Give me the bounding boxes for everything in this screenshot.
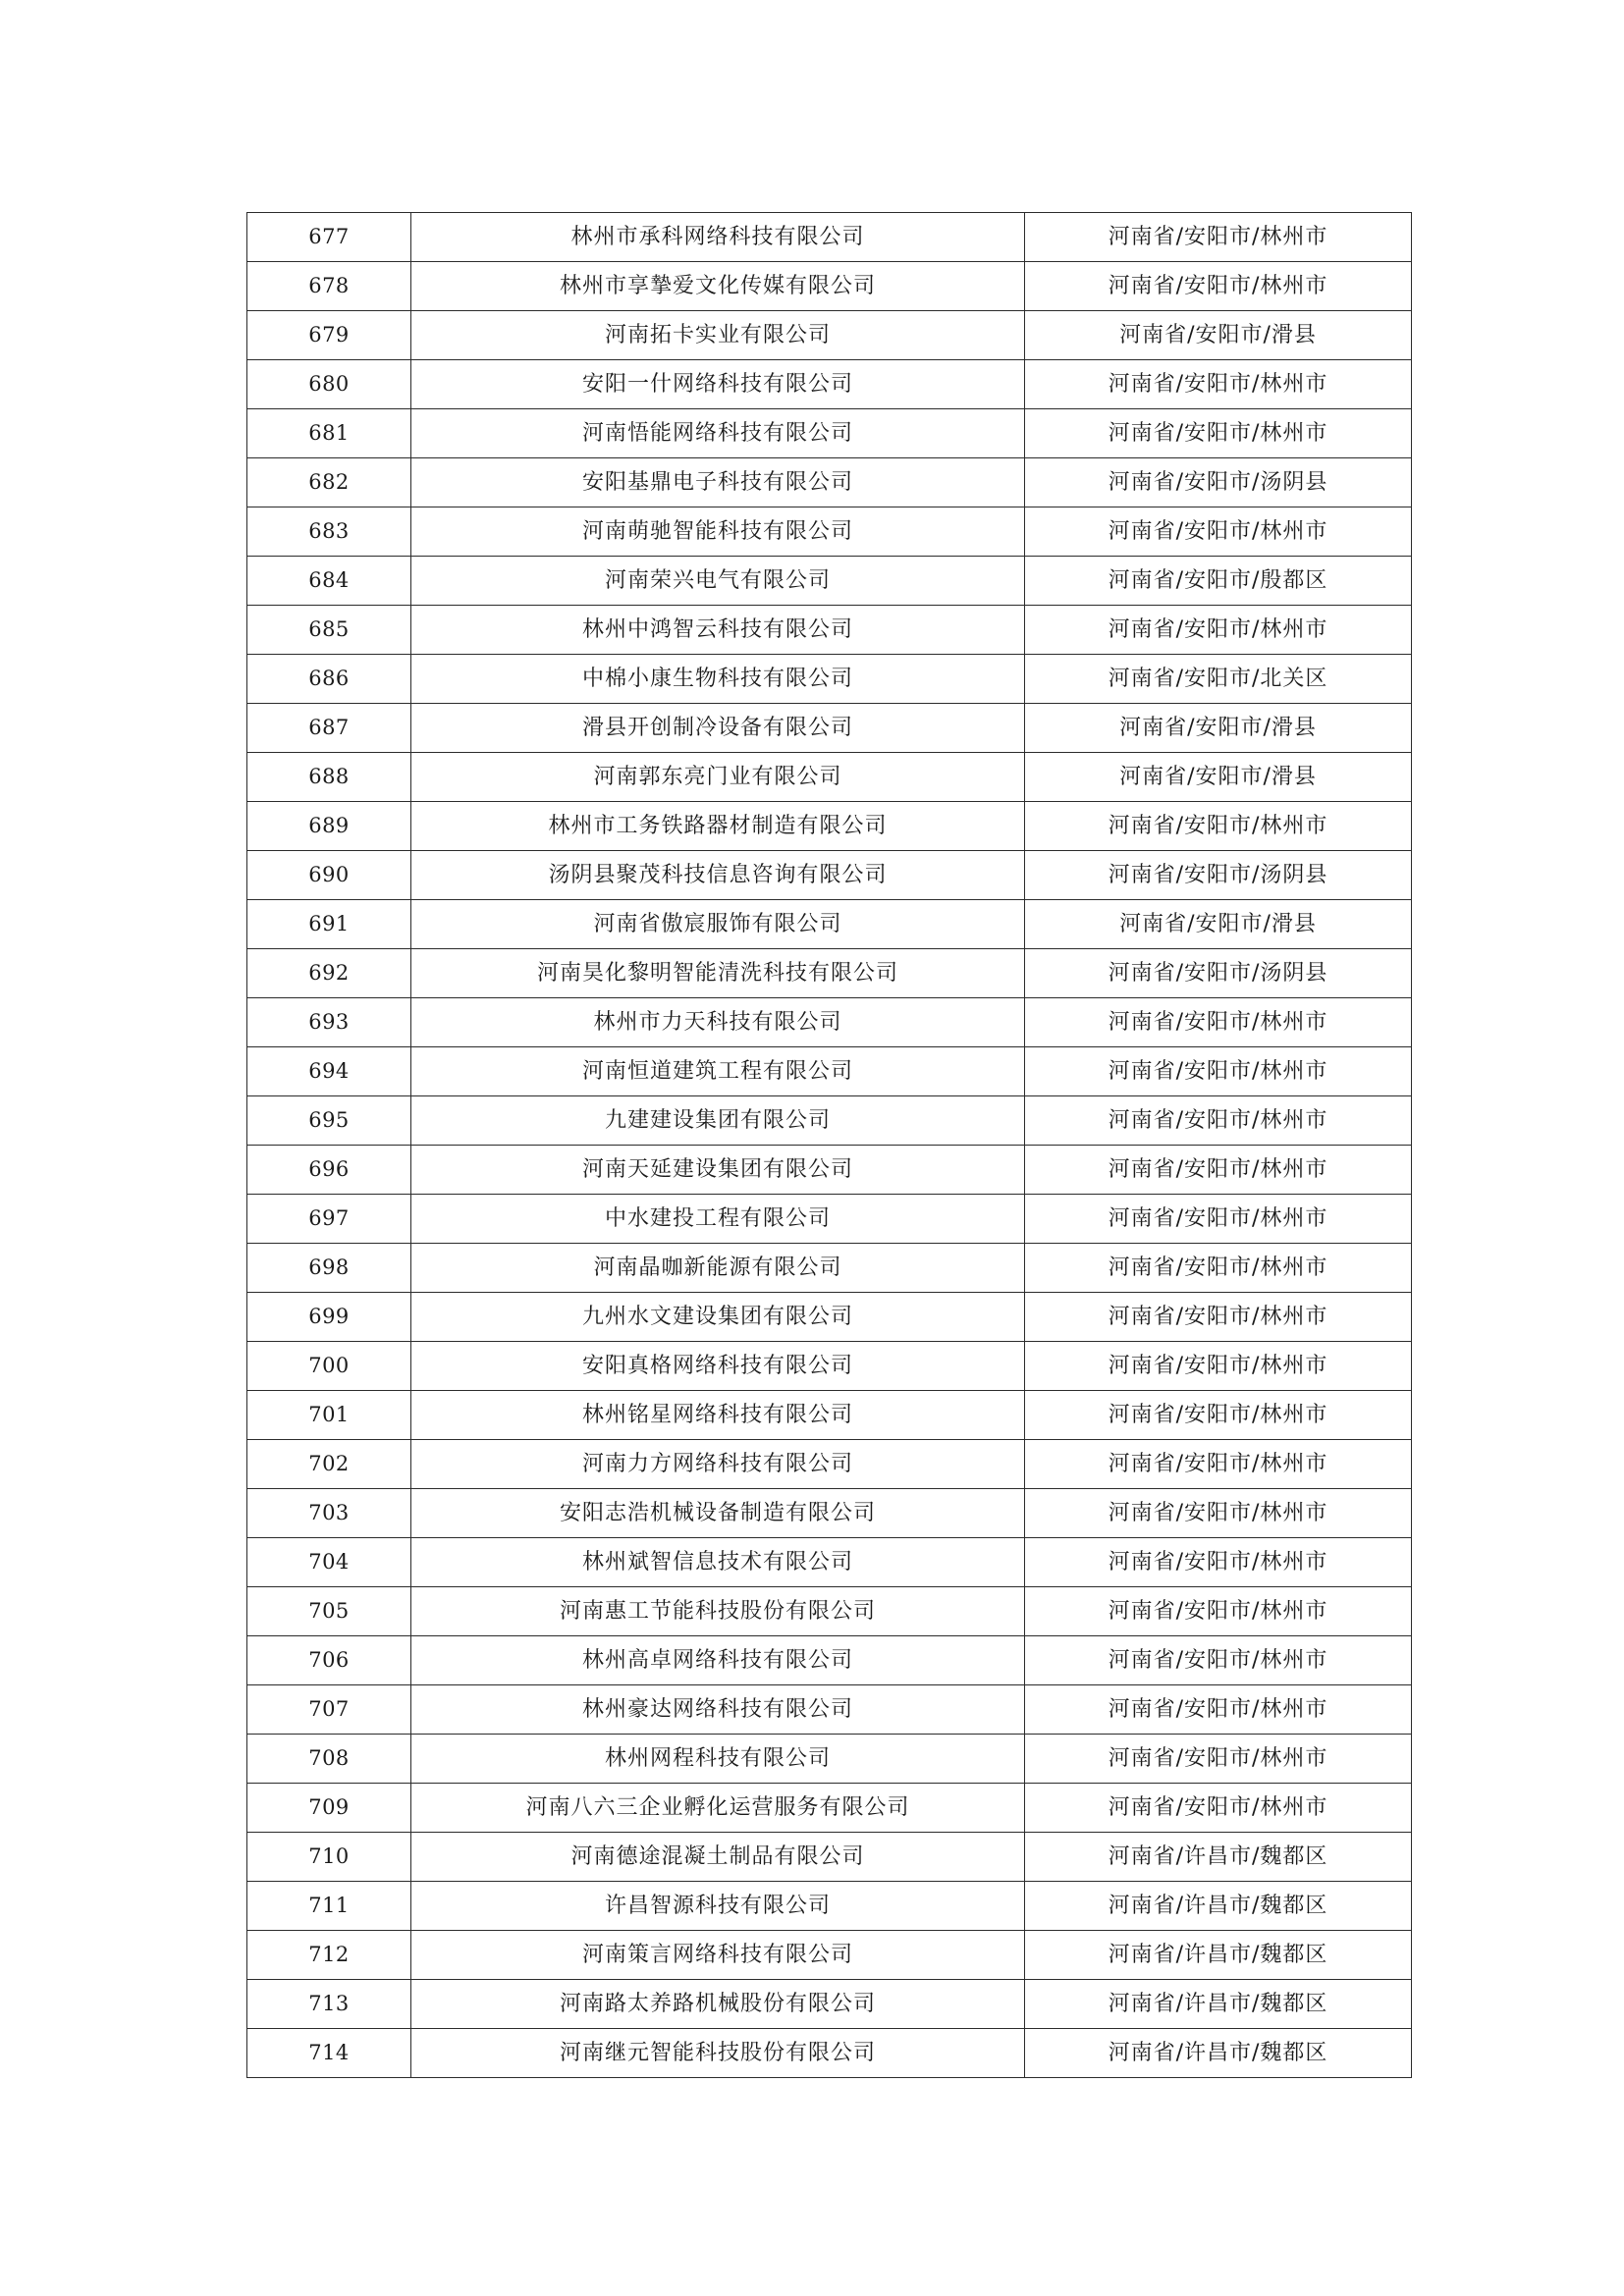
- table-row: [247, 557, 1412, 606]
- region-cell: 河南省/安阳市/林州市: [1025, 1047, 1412, 1096]
- table-row: [247, 655, 1412, 704]
- company-name-cell: 林州市工务铁路器材制造有限公司: [411, 802, 1025, 851]
- region-cell: 河南省/安阳市/北关区: [1025, 655, 1412, 704]
- row-number-cell: 696: [247, 1146, 411, 1195]
- row-number-cell: 688: [247, 753, 411, 802]
- region-cell: 河南省/安阳市/殷都区: [1025, 557, 1412, 606]
- region-cell: 河南省/安阳市/林州市: [1025, 802, 1412, 851]
- table-row: [247, 1882, 1412, 1931]
- region-cell: 河南省/安阳市/滑县: [1025, 311, 1412, 360]
- company-name-cell: 九建建设集团有限公司: [411, 1096, 1025, 1146]
- row-number-cell: 711: [247, 1882, 411, 1931]
- table-row: [247, 704, 1412, 753]
- region-cell: 河南省/安阳市/林州市: [1025, 262, 1412, 311]
- table-row: [247, 1833, 1412, 1882]
- table-row: [247, 1096, 1412, 1146]
- table-row: [247, 802, 1412, 851]
- table-row: [247, 1440, 1412, 1489]
- row-number-cell: 705: [247, 1587, 411, 1636]
- row-number-cell: 683: [247, 507, 411, 557]
- table-row: [247, 262, 1412, 311]
- table-row: [247, 1636, 1412, 1685]
- table-row: [247, 900, 1412, 949]
- row-number-cell: 695: [247, 1096, 411, 1146]
- company-name-cell: 林州豪达网络科技有限公司: [411, 1685, 1025, 1735]
- region-cell: 河南省/安阳市/林州市: [1025, 360, 1412, 409]
- company-name-cell: 林州斌智信息技术有限公司: [411, 1538, 1025, 1587]
- region-cell: 河南省/安阳市/汤阴县: [1025, 458, 1412, 507]
- company-name-cell: 河南德途混凝土制品有限公司: [411, 1833, 1025, 1882]
- company-name-cell: 安阳志浩机械设备制造有限公司: [411, 1489, 1025, 1538]
- row-number-cell: 699: [247, 1293, 411, 1342]
- row-number-cell: 677: [247, 213, 411, 262]
- region-cell: 河南省/安阳市/汤阴县: [1025, 949, 1412, 998]
- region-cell: 河南省/安阳市/林州市: [1025, 1342, 1412, 1391]
- row-number-cell: 686: [247, 655, 411, 704]
- company-name-cell: 滑县开创制冷设备有限公司: [411, 704, 1025, 753]
- region-cell: 河南省/许昌市/魏都区: [1025, 1833, 1412, 1882]
- table-row: [247, 1587, 1412, 1636]
- table-row: [247, 851, 1412, 900]
- row-number-cell: 689: [247, 802, 411, 851]
- table-row: [247, 1293, 1412, 1342]
- region-cell: 河南省/安阳市/滑县: [1025, 753, 1412, 802]
- company-name-cell: 河南恒道建筑工程有限公司: [411, 1047, 1025, 1096]
- table-row: [247, 213, 1412, 262]
- row-number-cell: 692: [247, 949, 411, 998]
- row-number-cell: 693: [247, 998, 411, 1047]
- company-name-cell: 河南八六三企业孵化运营服务有限公司: [411, 1784, 1025, 1833]
- table-row: [247, 1244, 1412, 1293]
- table-row: [247, 1195, 1412, 1244]
- row-number-cell: 681: [247, 409, 411, 458]
- region-cell: 河南省/安阳市/林州市: [1025, 606, 1412, 655]
- table-row: [247, 1735, 1412, 1784]
- table-row: [247, 1489, 1412, 1538]
- region-cell: 河南省/安阳市/林州市: [1025, 1195, 1412, 1244]
- row-number-cell: 714: [247, 2029, 411, 2078]
- row-number-cell: 691: [247, 900, 411, 949]
- region-cell: 河南省/安阳市/林州市: [1025, 1636, 1412, 1685]
- row-number-cell: 694: [247, 1047, 411, 1096]
- region-cell: 河南省/安阳市/林州市: [1025, 1096, 1412, 1146]
- table-row: [247, 1538, 1412, 1587]
- row-number-cell: 709: [247, 1784, 411, 1833]
- region-cell: 河南省/安阳市/林州市: [1025, 1735, 1412, 1784]
- region-cell: 河南省/许昌市/魏都区: [1025, 1882, 1412, 1931]
- region-cell: 河南省/许昌市/魏都区: [1025, 2029, 1412, 2078]
- table-row: [247, 360, 1412, 409]
- company-name-cell: 林州市承科网络科技有限公司: [411, 213, 1025, 262]
- company-name-cell: 林州铭星网络科技有限公司: [411, 1391, 1025, 1440]
- row-number-cell: 680: [247, 360, 411, 409]
- company-name-cell: 河南路太养路机械股份有限公司: [411, 1980, 1025, 2029]
- company-name-cell: 河南天延建设集团有限公司: [411, 1146, 1025, 1195]
- region-cell: 河南省/安阳市/林州市: [1025, 1489, 1412, 1538]
- region-cell: 河南省/安阳市/林州市: [1025, 1685, 1412, 1735]
- row-number-cell: 700: [247, 1342, 411, 1391]
- table-row: [247, 753, 1412, 802]
- table-row: [247, 1931, 1412, 1980]
- table-row: [247, 507, 1412, 557]
- company-name-cell: 中水建投工程有限公司: [411, 1195, 1025, 1244]
- table-row: [247, 311, 1412, 360]
- company-name-cell: 河南昊化黎明智能清洗科技有限公司: [411, 949, 1025, 998]
- row-number-cell: 702: [247, 1440, 411, 1489]
- row-number-cell: 690: [247, 851, 411, 900]
- row-number-cell: 701: [247, 1391, 411, 1440]
- company-name-cell: 林州中鸿智云科技有限公司: [411, 606, 1025, 655]
- company-name-cell: 中棉小康生物科技有限公司: [411, 655, 1025, 704]
- region-cell: 河南省/安阳市/林州市: [1025, 409, 1412, 458]
- table-row: [247, 998, 1412, 1047]
- company-name-cell: 林州市力天科技有限公司: [411, 998, 1025, 1047]
- row-number-cell: 703: [247, 1489, 411, 1538]
- row-number-cell: 710: [247, 1833, 411, 1882]
- region-cell: 河南省/安阳市/林州市: [1025, 507, 1412, 557]
- table-row: [247, 458, 1412, 507]
- row-number-cell: 687: [247, 704, 411, 753]
- company-list-table: [246, 212, 1412, 2078]
- region-cell: 河南省/安阳市/林州市: [1025, 1146, 1412, 1195]
- company-name-cell: 河南荣兴电气有限公司: [411, 557, 1025, 606]
- region-cell: 河南省/安阳市/林州市: [1025, 213, 1412, 262]
- company-name-cell: 许昌智源科技有限公司: [411, 1882, 1025, 1931]
- company-name-cell: 河南省傲宸服饰有限公司: [411, 900, 1025, 949]
- region-cell: 河南省/安阳市/林州市: [1025, 998, 1412, 1047]
- row-number-cell: 678: [247, 262, 411, 311]
- row-number-cell: 707: [247, 1685, 411, 1735]
- table-row: [247, 2029, 1412, 2078]
- table-row: [247, 949, 1412, 998]
- company-name-cell: 安阳基鼎电子科技有限公司: [411, 458, 1025, 507]
- company-name-cell: 汤阴县聚茂科技信息咨询有限公司: [411, 851, 1025, 900]
- table-row: [247, 1784, 1412, 1833]
- row-number-cell: 712: [247, 1931, 411, 1980]
- row-number-cell: 704: [247, 1538, 411, 1587]
- region-cell: 河南省/安阳市/林州市: [1025, 1244, 1412, 1293]
- region-cell: 河南省/安阳市/林州市: [1025, 1587, 1412, 1636]
- company-name-cell: 河南晶咖新能源有限公司: [411, 1244, 1025, 1293]
- company-name-cell: 河南策言网络科技有限公司: [411, 1931, 1025, 1980]
- region-cell: 河南省/安阳市/林州市: [1025, 1391, 1412, 1440]
- row-number-cell: 685: [247, 606, 411, 655]
- region-cell: 河南省/安阳市/林州市: [1025, 1538, 1412, 1587]
- company-name-cell: 河南悟能网络科技有限公司: [411, 409, 1025, 458]
- region-cell: 河南省/安阳市/汤阴县: [1025, 851, 1412, 900]
- region-cell: 河南省/安阳市/滑县: [1025, 704, 1412, 753]
- company-name-cell: 河南拓卡实业有限公司: [411, 311, 1025, 360]
- region-cell: 河南省/安阳市/林州市: [1025, 1784, 1412, 1833]
- table-row: [247, 1342, 1412, 1391]
- company-name-cell: 安阳一什网络科技有限公司: [411, 360, 1025, 409]
- region-cell: 河南省/许昌市/魏都区: [1025, 1980, 1412, 2029]
- table-row: [247, 606, 1412, 655]
- company-name-cell: 河南郭东亮门业有限公司: [411, 753, 1025, 802]
- row-number-cell: 697: [247, 1195, 411, 1244]
- table-row: [247, 1685, 1412, 1735]
- company-name-cell: 河南惠工节能科技股份有限公司: [411, 1587, 1025, 1636]
- company-name-cell: 林州网程科技有限公司: [411, 1735, 1025, 1784]
- region-cell: 河南省/安阳市/林州市: [1025, 1293, 1412, 1342]
- row-number-cell: 713: [247, 1980, 411, 2029]
- region-cell: 河南省/安阳市/林州市: [1025, 1440, 1412, 1489]
- region-cell: 河南省/安阳市/滑县: [1025, 900, 1412, 949]
- table-row: [247, 1391, 1412, 1440]
- row-number-cell: 682: [247, 458, 411, 507]
- company-name-cell: 河南继元智能科技股份有限公司: [411, 2029, 1025, 2078]
- table-row: [247, 1146, 1412, 1195]
- company-name-cell: 林州市享摯爱文化传媒有限公司: [411, 262, 1025, 311]
- company-list-body: [247, 213, 1412, 2078]
- company-name-cell: 河南力方网络科技有限公司: [411, 1440, 1025, 1489]
- company-name-cell: 河南萌驰智能科技有限公司: [411, 507, 1025, 557]
- region-cell: 河南省/许昌市/魏都区: [1025, 1931, 1412, 1980]
- row-number-cell: 684: [247, 557, 411, 606]
- table-row: [247, 1980, 1412, 2029]
- row-number-cell: 698: [247, 1244, 411, 1293]
- table-row: [247, 409, 1412, 458]
- row-number-cell: 706: [247, 1636, 411, 1685]
- table-row: [247, 1047, 1412, 1096]
- row-number-cell: 708: [247, 1735, 411, 1784]
- company-name-cell: 安阳真格网络科技有限公司: [411, 1342, 1025, 1391]
- company-name-cell: 林州高卓网络科技有限公司: [411, 1636, 1025, 1685]
- company-name-cell: 九州水文建设集团有限公司: [411, 1293, 1025, 1342]
- row-number-cell: 679: [247, 311, 411, 360]
